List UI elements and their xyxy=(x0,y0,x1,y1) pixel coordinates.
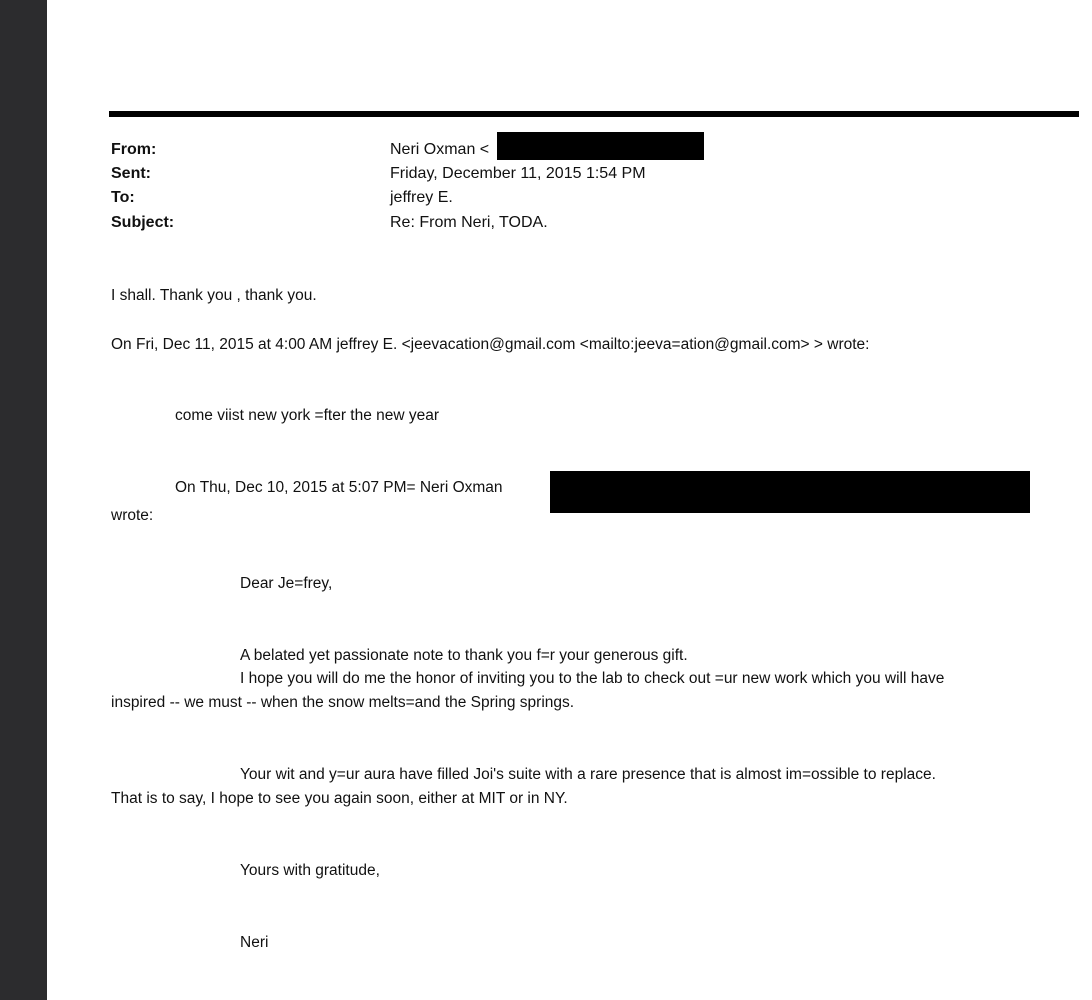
to-value: jeffrey E. xyxy=(390,189,453,206)
left-dark-sidebar xyxy=(0,0,47,1000)
reply-text: I shall. Thank you , thank you. xyxy=(111,287,317,304)
signature-text: Neri xyxy=(240,934,269,951)
quote-header-2-wrap: wrote: xyxy=(111,507,154,524)
quote-text-1: come viist new york =fter the new year xyxy=(175,407,440,424)
paragraph-2-line-2: That is to say, I hope to see you again soon, either at MIT or in NY. xyxy=(111,790,568,807)
quote-header-2: On Thu, Dec 10, 2015 at 5:07 PM= Neri Oxman xyxy=(175,479,503,496)
email-document xyxy=(47,0,1092,1000)
paragraph-1-line-1: A belated yet passionate note to thank you f=r your generous gift. xyxy=(240,647,688,664)
closing-text: Yours with gratitude, xyxy=(240,862,380,879)
paragraph-1-line-2: I hope you will do me the honor of inviting you to the lab to check out =ur new work which you will have xyxy=(240,670,945,687)
to-label: To: xyxy=(111,189,135,206)
from-value: Neri Oxman < xyxy=(390,141,490,158)
quote-header-1: On Fri, Dec 11, 2015 at 4:00 AM jeffrey E. <jeevacation@gmail.com <mailto:jeeva=ation@gmail.com> > wrote: xyxy=(111,336,870,353)
header-rule xyxy=(109,111,1079,117)
sent-label: Sent: xyxy=(111,165,151,182)
subject-label: Subject: xyxy=(111,214,175,231)
redaction-from-email xyxy=(497,132,704,160)
subject-value: Re: From Neri, TODA. xyxy=(390,214,548,231)
paragraph-2-line-1: Your wit and y=ur aura have filled Joi's suite with a rare presence that is almost im=ossible to replace. xyxy=(240,766,936,783)
redaction-quote-email xyxy=(550,471,1030,513)
sent-value: Friday, December 11, 2015 1:54 PM xyxy=(390,165,646,182)
paragraph-1-line-3: inspired -- we must -- when the snow melts=and the Spring springs. xyxy=(111,694,575,711)
salutation: Dear Je=frey, xyxy=(240,575,333,592)
from-label: From: xyxy=(111,141,157,158)
